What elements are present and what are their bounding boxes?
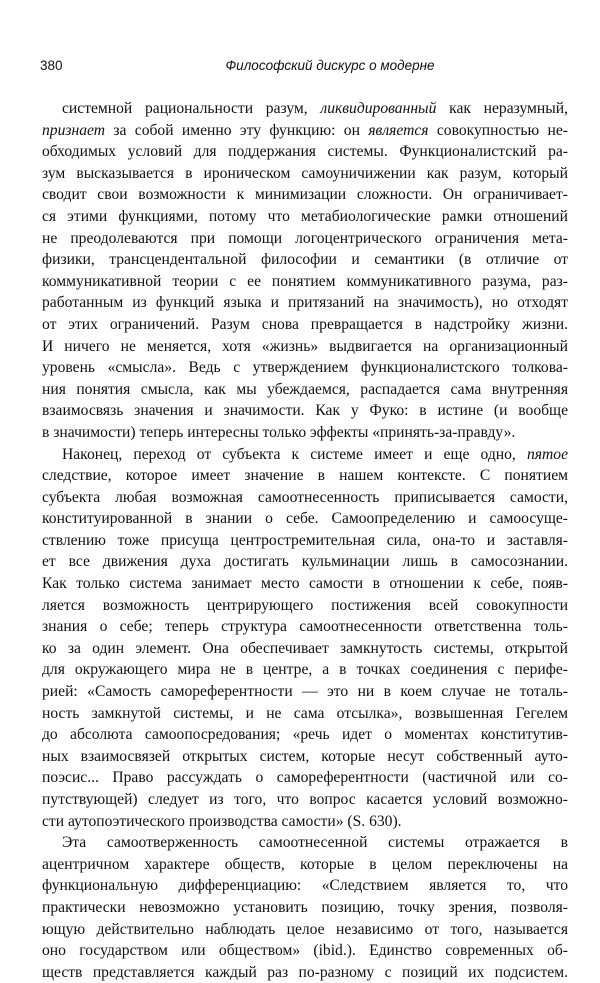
text-line: ет все движения духа достигать кульминации лишь в самосознании. (42, 553, 568, 571)
text-line: ствлению тоже присуща центростремительная сила, она-то и заставля- (42, 531, 568, 549)
text-line: зум высказывается в ироническом самоуничижении как разум, который (42, 164, 568, 182)
text-line: ющую действительно наблюдать целое независимо от того, называется (42, 920, 568, 938)
text-line: признает за собой именно эту функцию: он является совокупностью не- (42, 121, 568, 139)
text-line: Эта самоотверженность самоотнесенной системы отражается в (62, 834, 568, 852)
paragraph (42, 444, 568, 833)
paragraph (42, 832, 568, 983)
text-line: для окружающего мира не в центре, а в точках соединения с перифе- (42, 661, 568, 679)
text-line: следствие, которое имеет значение в нашем контексте. С понятием (42, 467, 568, 485)
text-line: сводит свои возможности к минимизации сложности. Он ограничивает- (42, 186, 568, 204)
text-line: практически невозможно установить позицию, точку зрения, позволя- (42, 898, 568, 916)
text-line: путствующей) следует из того, что вопрос касается условий возможно- (42, 791, 568, 808)
running-title: Философский дискурс о модерне (225, 58, 435, 73)
text-line: до абсолюта самоопосредования; «речь идет о моментах конститутив- (42, 726, 568, 744)
text-line: знания о себе; теперь структура самоотнесенности ответственна толь- (42, 618, 568, 636)
paragraph (42, 98, 568, 444)
text-line: ацентричном характере обществ, которые в целом переключены на (42, 855, 568, 873)
text-line: поэсис... Право рассуждать о самореферентности (частичной или со- (42, 769, 568, 787)
text-line: ных взаимосвязей открытых систем, которые несут собственный ауто- (42, 747, 568, 765)
text-line: уровень «смысла». Ведь с утверждением функционалистского толкова- (42, 359, 568, 377)
emphasized-word: признает (42, 121, 105, 139)
text-line: системной рациональности разум, ликвидированный как неразумный, (62, 100, 568, 117)
text-line: обходимых условий для поддержания системы. Функционалистский ра- (42, 143, 568, 161)
emphasized-word: ликвидированный (320, 100, 437, 117)
text-line: ляется возможность центрирующего постижения всей совокупности (42, 596, 568, 614)
text-line: ность замкнутой системы, и не сама отсылка», возвышенная Гегелем (42, 704, 568, 722)
text-line: Наконец, переход от субъекта к системе имеет и еще одно, пятое (62, 445, 568, 463)
emphasized-word: пятое (526, 445, 568, 463)
text-line: ществ представляется каждый раз по-разному с позиций их подсистем. (42, 963, 568, 981)
text-line: от этих ограничений. Разум снова превращается в надстройку жизни. (42, 315, 568, 333)
text-line: функциональную дифференциацию: «Следствием является то, что (42, 877, 568, 895)
text-line: ко за один элемент. Она обеспечивает замкнутость системы, открытой (42, 639, 568, 657)
text-line: сти аутопоэтического производства самости» (S. 630). (42, 812, 402, 830)
text-line: И ничего не меняется, хотя «жизнь» выдвигается на организационный (42, 337, 568, 355)
text-line: ся этими функциями, потому что метабиологические рамки отношений (42, 207, 568, 225)
text-line: в значимости) теперь интересны только эффекты «принять-за-правду». (42, 423, 516, 441)
text-line: взаимосвязь значения и значимости. Как у Фуко: в истине (и вообще (42, 402, 568, 420)
text-line: субъекта любая возможная самоотнесенность приписывается самости, (42, 488, 568, 506)
page-header (40, 58, 560, 78)
text-line: работанным из функций языка и притязаний на значимость), но отходят (42, 294, 568, 312)
text-line: конституированной в знании о себе. Самоопределению и самоосуще- (42, 510, 568, 528)
text-line: Как только система занимает место самости в отношении к себе, появ- (42, 575, 568, 593)
text-line: рией: «Самость самореферентности — это ни в коем случае не тоталь- (42, 683, 568, 701)
text-line: не преодолеваются при помощи логоцентрического ограничения мета- (42, 229, 568, 247)
text-line: физики, трансцендентальной философии и семантики (в отличие от (42, 251, 568, 269)
page-number: 380 (40, 58, 63, 73)
body-text (42, 98, 568, 983)
emphasized-word: является (368, 121, 429, 139)
text-line: коммуникативной теории с ее понятием коммуникативного разума, раз- (42, 272, 568, 290)
text-line: оно государством или обществом» (ibid.). Единство современных об- (42, 942, 568, 960)
text-line: ния понятия смысла, как мы убеждаемся, распадается сама внутренняя (42, 380, 568, 398)
